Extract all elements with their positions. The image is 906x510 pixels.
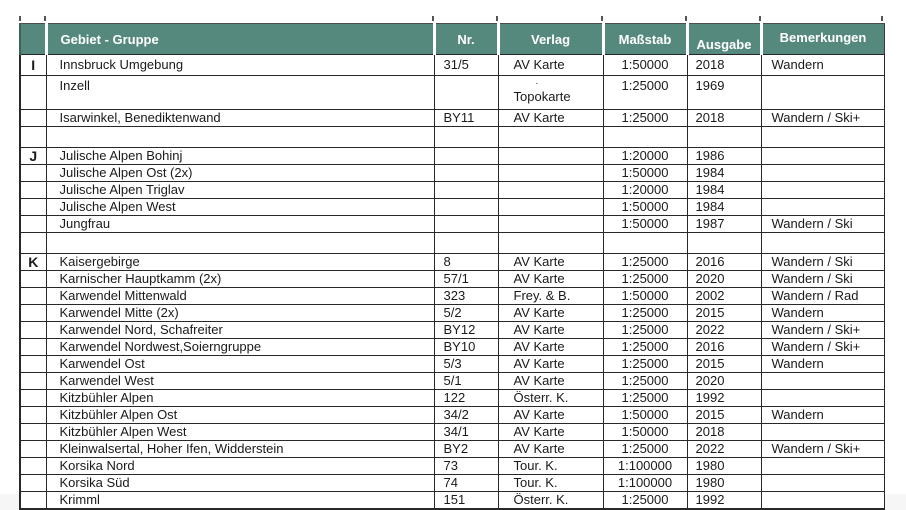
cell-verlag: Österr. K. — [498, 492, 603, 510]
header-row — [20, 24, 884, 55]
cell-bemerkungen — [761, 492, 884, 510]
verlag-value: Topokarte — [513, 89, 571, 104]
cell-verlag — [498, 76, 603, 110]
cell-massstab: 1:25000 — [603, 441, 687, 458]
cell-bemerkungen: Wandern / Rad — [761, 288, 884, 305]
cell-bemerkungen — [761, 165, 884, 182]
table-row — [20, 424, 884, 441]
cell-massstab: 1:100000 — [603, 458, 687, 475]
cell-bemerkungen: Wandern / Ski+ — [761, 441, 884, 458]
table-row — [20, 441, 884, 458]
cell-verlag: AV Karte — [498, 407, 603, 424]
cell-ausgabe: 1980 — [687, 475, 761, 492]
cell-gebiet: Kitzbühler Alpen West — [46, 424, 434, 441]
cell-verlag: AV Karte — [498, 424, 603, 441]
spacer-cell — [20, 233, 46, 254]
cell-ausgabe: 1980 — [687, 458, 761, 475]
table-row — [20, 148, 884, 165]
cell-gebiet: Kaisergebirge — [46, 254, 434, 271]
cell-nr: 151 — [434, 492, 498, 510]
table-row — [20, 356, 884, 373]
cell-nr — [434, 182, 498, 199]
cell-verlag: AV Karte — [498, 373, 603, 390]
cell-gebiet: Karwendel Nord, Schafreiter — [46, 322, 434, 339]
section-letter-cell — [20, 458, 46, 475]
cell-ausgabe: 1984 — [687, 199, 761, 216]
section-letter-cell — [20, 271, 46, 288]
table-row — [20, 458, 884, 475]
cell-verlag: AV Karte — [498, 254, 603, 271]
cell-gebiet: Karwendel Mittenwald — [46, 288, 434, 305]
cell-bemerkungen: Wandern — [761, 305, 884, 322]
section-spacer-row — [20, 127, 884, 148]
spacer-cell — [761, 127, 884, 148]
section-letter-cell — [20, 475, 46, 492]
cell-ausgabe: 2015 — [687, 407, 761, 424]
cell-massstab: 1:50000 — [603, 288, 687, 305]
cell-ausgabe: 2015 — [687, 356, 761, 373]
cell-ausgabe: 2018 — [687, 424, 761, 441]
cutoff-gridline-stub — [432, 16, 434, 21]
cell-massstab: 1:25000 — [603, 356, 687, 373]
cell-verlag: AV Karte — [498, 305, 603, 322]
section-letter-cell — [20, 322, 46, 339]
cell-verlag — [498, 216, 603, 233]
section-letter-cell — [20, 407, 46, 424]
cell-gebiet: Isarwinkel, Benediktenwand — [46, 110, 434, 127]
cell-nr: 57/1 — [434, 271, 498, 288]
cutoff-gridline-stub — [44, 16, 46, 21]
table-row — [20, 55, 884, 76]
cell-gebiet: Jungfrau — [46, 216, 434, 233]
cell-bemerkungen: Wandern — [761, 55, 884, 76]
table-row — [20, 390, 884, 407]
section-letter-cell — [20, 76, 46, 110]
table-row — [20, 475, 884, 492]
header-gebiet-gruppe: Gebiet - Gruppe — [46, 24, 434, 55]
section-letter-cell — [20, 216, 46, 233]
cell-massstab: 1:100000 — [603, 475, 687, 492]
cell-bemerkungen — [761, 458, 884, 475]
table-row — [20, 271, 884, 288]
cutoff-gridline-stub — [19, 16, 21, 21]
cell-massstab: 1:25000 — [603, 305, 687, 322]
cutoff-gridline-stub — [881, 16, 883, 21]
cell-nr: BY2 — [434, 441, 498, 458]
cell-bemerkungen — [761, 390, 884, 407]
section-letter-cell — [20, 424, 46, 441]
section-letter-cell: I — [20, 55, 46, 76]
header-verlag: Verlag — [498, 24, 603, 55]
table-row — [20, 182, 884, 199]
cell-bemerkungen — [761, 373, 884, 390]
cell-ausgabe: 2016 — [687, 254, 761, 271]
cell-gebiet: Julische Alpen Triglav — [46, 182, 434, 199]
section-letter-cell — [20, 182, 46, 199]
cell-bemerkungen: Wandern / Ski+ — [761, 339, 884, 356]
spacer-cell — [761, 233, 884, 254]
cell-nr: 34/2 — [434, 407, 498, 424]
spacer-cell — [603, 233, 687, 254]
spacer-cell — [434, 233, 498, 254]
header-letter-cell — [20, 24, 46, 55]
section-spacer-row — [20, 233, 884, 254]
spacer-cell — [498, 127, 603, 148]
map-list-table — [19, 23, 885, 510]
cell-bemerkungen: Wandern — [761, 407, 884, 424]
cell-ausgabe: 2020 — [687, 373, 761, 390]
spacer-cell — [687, 233, 761, 254]
cell-gebiet: Innsbruck Umgebung — [46, 55, 434, 76]
cell-ausgabe: 2018 — [687, 55, 761, 76]
cell-bemerkungen: Wandern / Ski+ — [761, 322, 884, 339]
cell-verlag: AV Karte — [498, 55, 603, 76]
cell-massstab: 1:50000 — [603, 165, 687, 182]
cell-ausgabe: 2022 — [687, 441, 761, 458]
section-letter-cell — [20, 199, 46, 216]
cell-nr — [434, 148, 498, 165]
header-ausgabe-label: Ausgabe — [696, 36, 752, 52]
cutoff-gridline-stub — [496, 16, 498, 21]
cell-gebiet: Julische Alpen West — [46, 199, 434, 216]
cell-verlag: AV Karte — [498, 322, 603, 339]
table-row — [20, 288, 884, 305]
cutoff-gridline-stub — [685, 16, 687, 21]
section-letter-cell — [20, 288, 46, 305]
cell-verlag: AV Karte — [498, 339, 603, 356]
cell-bemerkungen — [761, 148, 884, 165]
cell-ausgabe: 2022 — [687, 322, 761, 339]
cell-gebiet: Julische Alpen Bohinj — [46, 148, 434, 165]
cell-ausgabe: 1984 — [687, 182, 761, 199]
table-row — [20, 339, 884, 356]
table-row — [20, 373, 884, 390]
spacer-cell — [46, 233, 434, 254]
cell-ausgabe: 1987 — [687, 216, 761, 233]
header-bemerkungen-label: Bemerkungen — [779, 29, 867, 45]
cell-massstab: 1:50000 — [603, 199, 687, 216]
cell-gebiet: Julische Alpen Ost (2x) — [46, 165, 434, 182]
cell-massstab: 1:25000 — [603, 271, 687, 288]
cell-verlag: Österr. K. — [498, 390, 603, 407]
cell-bemerkungen — [761, 199, 884, 216]
cell-bemerkungen: Wandern — [761, 356, 884, 373]
spacer-cell — [603, 127, 687, 148]
cell-verlag — [498, 182, 603, 199]
cell-ausgabe: 1984 — [687, 165, 761, 182]
cell-nr: 74 — [434, 475, 498, 492]
cell-massstab: 1:25000 — [603, 110, 687, 127]
cell-gebiet: Kleinwalsertal, Hoher Ifen, Widderstein — [46, 441, 434, 458]
table-row — [20, 110, 884, 127]
cell-verlag: AV Karte — [498, 271, 603, 288]
cell-nr: BY12 — [434, 322, 498, 339]
table-row — [20, 305, 884, 322]
cell-ausgabe: 1992 — [687, 492, 761, 510]
cell-nr: 122 — [434, 390, 498, 407]
cell-verlag — [498, 148, 603, 165]
cell-nr: BY10 — [434, 339, 498, 356]
cell-massstab: 1:20000 — [603, 148, 687, 165]
cell-nr — [434, 199, 498, 216]
spacer-cell — [46, 127, 434, 148]
cell-nr: 5/3 — [434, 356, 498, 373]
cell-gebiet: Inzell — [46, 76, 434, 110]
cell-massstab: 1:25000 — [603, 373, 687, 390]
cell-verlag: Tour. K. — [498, 458, 603, 475]
table-body — [20, 55, 884, 510]
cell-gebiet: Karwendel Mitte (2x) — [46, 305, 434, 322]
table-row — [20, 76, 884, 110]
cell-ausgabe: 2002 — [687, 288, 761, 305]
cell-massstab: 1:50000 — [603, 216, 687, 233]
section-letter-cell: J — [20, 148, 46, 165]
cell-gebiet: Karwendel Ost — [46, 356, 434, 373]
cell-verlag: AV Karte — [498, 356, 603, 373]
cell-bemerkungen — [761, 424, 884, 441]
cell-nr: 323 — [434, 288, 498, 305]
section-letter-cell — [20, 110, 46, 127]
table-row — [20, 199, 884, 216]
cell-massstab: 1:50000 — [603, 407, 687, 424]
table-row — [20, 165, 884, 182]
cell-ausgabe: 2016 — [687, 339, 761, 356]
cell-ausgabe: 1986 — [687, 148, 761, 165]
header-massstab: Maßstab — [603, 24, 687, 55]
section-letter-cell — [20, 390, 46, 407]
cell-nr: 5/2 — [434, 305, 498, 322]
header-bemerkungen — [761, 24, 884, 55]
cell-gebiet: Korsika Süd — [46, 475, 434, 492]
cell-massstab: 1:25000 — [603, 76, 687, 110]
table-row — [20, 216, 884, 233]
cell-bemerkungen — [761, 182, 884, 199]
cell-ausgabe: 1969 — [687, 76, 761, 110]
cell-bemerkungen: Wandern / Ski+ — [761, 110, 884, 127]
cell-bemerkungen — [761, 475, 884, 492]
cell-ausgabe: 2020 — [687, 271, 761, 288]
cell-verlag — [498, 165, 603, 182]
cell-nr: 31/5 — [434, 55, 498, 76]
cutoff-gridline-stub — [601, 16, 603, 21]
section-letter-cell — [20, 165, 46, 182]
cell-ausgabe: 2018 — [687, 110, 761, 127]
spacer-cell — [20, 127, 46, 148]
cell-massstab: 1:20000 — [603, 182, 687, 199]
cell-massstab: 1:25000 — [603, 254, 687, 271]
cell-bemerkungen — [761, 76, 884, 110]
cell-verlag: Tour. K. — [498, 475, 603, 492]
cell-nr: 73 — [434, 458, 498, 475]
cell-gebiet: Krimml — [46, 492, 434, 510]
cell-massstab: 1:50000 — [603, 55, 687, 76]
cell-nr: BY11 — [434, 110, 498, 127]
section-letter-cell — [20, 373, 46, 390]
cell-gebiet: Korsika Nord — [46, 458, 434, 475]
table-row — [20, 322, 884, 339]
section-letter-cell — [20, 339, 46, 356]
cell-ausgabe: 1992 — [687, 390, 761, 407]
table-row — [20, 254, 884, 271]
cell-gebiet: Kitzbühler Alpen — [46, 390, 434, 407]
cell-verlag: AV Karte — [498, 441, 603, 458]
cell-ausgabe: 2015 — [687, 305, 761, 322]
header-nr: Nr. — [434, 24, 498, 55]
cell-gebiet: Karwendel Nordwest,Soierngruppe — [46, 339, 434, 356]
cell-bemerkungen: Wandern / Ski — [761, 254, 884, 271]
cell-gebiet: Karwendel West — [46, 373, 434, 390]
section-letter-cell — [20, 356, 46, 373]
cell-gebiet: Karnischer Hauptkamm (2x) — [46, 271, 434, 288]
cell-massstab: 1:25000 — [603, 339, 687, 356]
section-letter-cell — [20, 305, 46, 322]
section-letter-cell — [20, 441, 46, 458]
cell-nr: 34/1 — [434, 424, 498, 441]
cell-massstab: 1:25000 — [603, 322, 687, 339]
cell-nr — [434, 216, 498, 233]
cell-massstab: 1:25000 — [603, 390, 687, 407]
cell-bemerkungen: Wandern / Ski — [761, 216, 884, 233]
spacer-cell — [687, 127, 761, 148]
cell-nr: 8 — [434, 254, 498, 271]
cutoff-gridline-stub — [759, 16, 761, 21]
spacer-cell — [434, 127, 498, 148]
cell-verlag: AV Karte — [498, 110, 603, 127]
table-header — [20, 24, 884, 55]
cell-massstab: 1:25000 — [603, 492, 687, 510]
spacer-cell — [498, 233, 603, 254]
cell-bemerkungen: Wandern / Ski — [761, 271, 884, 288]
cell-massstab: 1:50000 — [603, 424, 687, 441]
cell-gebiet: Kitzbühler Alpen Ost — [46, 407, 434, 424]
cell-verlag — [498, 199, 603, 216]
cell-nr — [434, 165, 498, 182]
cell-nr — [434, 76, 498, 110]
table-row — [20, 407, 884, 424]
header-ausgabe — [687, 24, 761, 55]
section-letter-cell — [20, 492, 46, 510]
cell-verlag: Frey. & B. — [498, 288, 603, 305]
section-letter-cell: K — [20, 254, 46, 271]
table-row — [20, 492, 884, 510]
cell-nr: 5/1 — [434, 373, 498, 390]
verlag-stray-dot: . — [535, 76, 539, 87]
